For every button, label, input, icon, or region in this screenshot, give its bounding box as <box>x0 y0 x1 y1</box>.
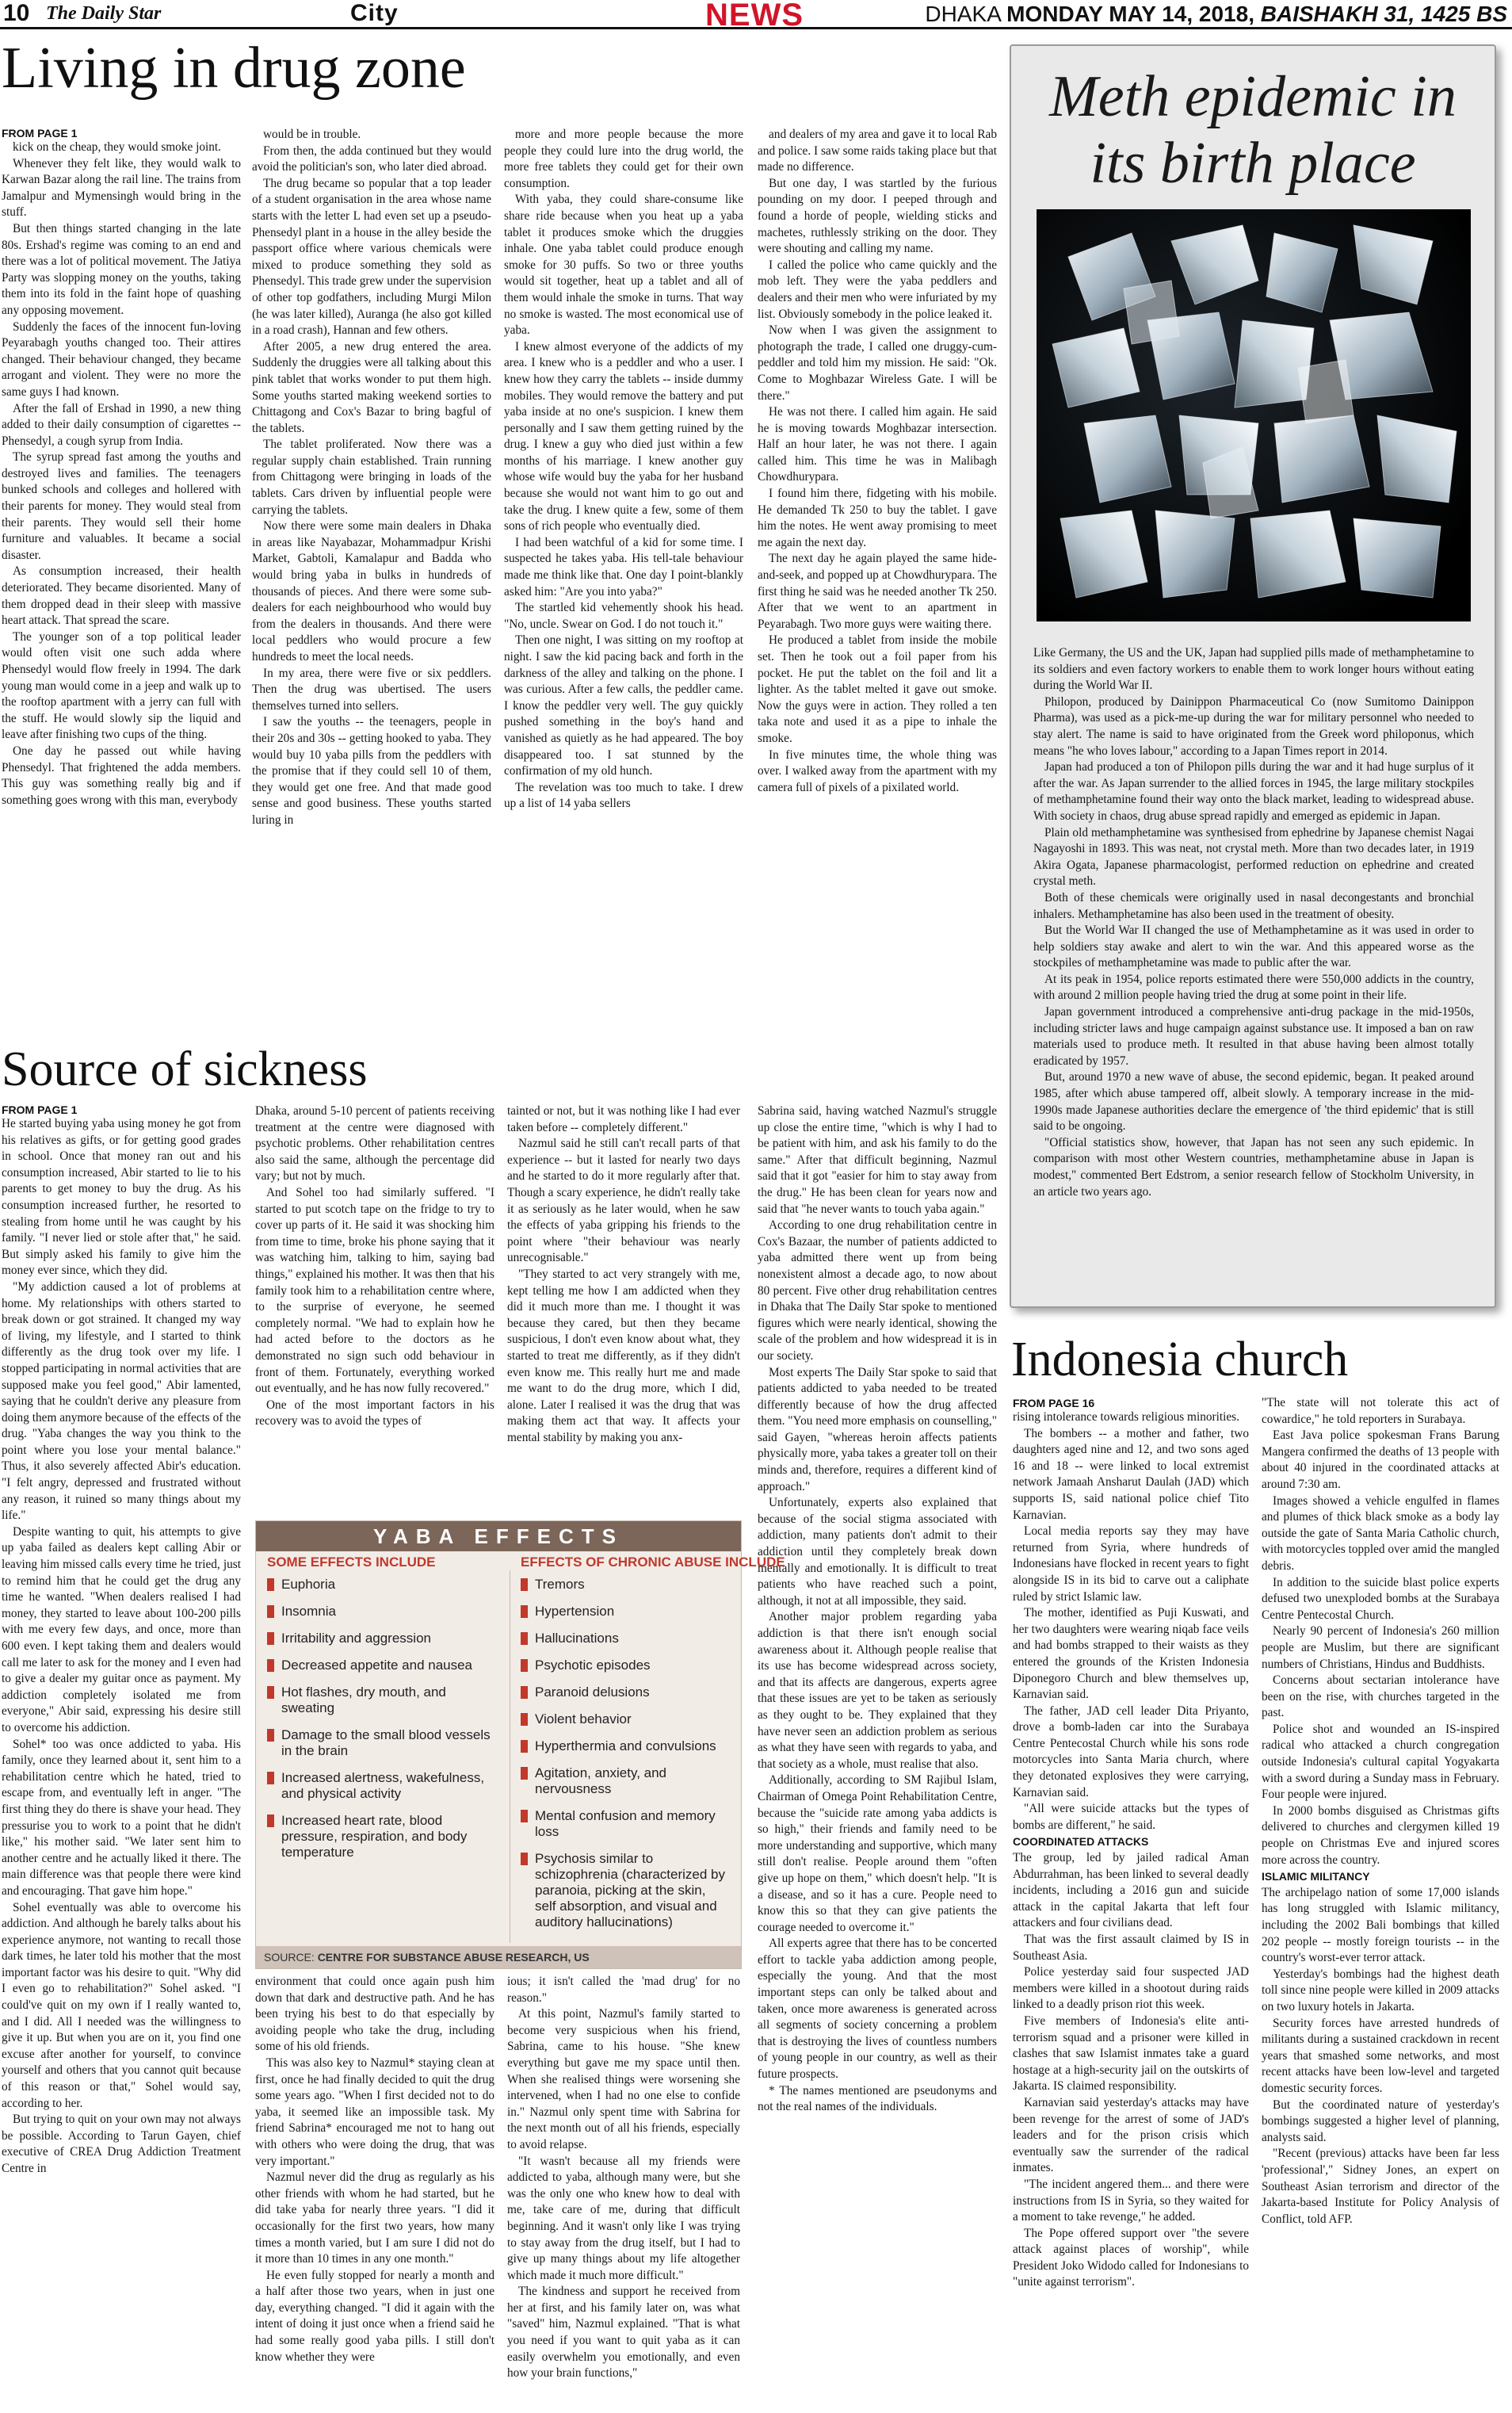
effect-item: Psychotic episodes <box>521 1658 730 1673</box>
paragraph: Sabrina said, having watched Nazmul's struggle up close the entire time, "which is why I had to be patient with him, and ask his family to do the same." After that difficult beginning, Nazmul said that it got "easier for him to stay away from the drug." He has been clean for years now and said that "he never wants to touch yaba again." <box>758 1104 997 1216</box>
paragraph: But the coordinated nature of yesterday's bombings suggested a higher level of planning, analysts said. <box>1262 2098 1499 2144</box>
paragraph: I called the police who came quickly and the mob left. They were the yaba peddlers and dealers and their men who were infuriated by my list. Obviously somebody in the police leaked it. <box>758 258 997 321</box>
effect-item: Increased heart rate, blood pressure, respiration, and body temperature <box>267 1813 502 1860</box>
paragraph: * The names mentioned are pseudonyms and not the real names of the individuals. <box>758 2083 997 2114</box>
effect-item: Paranoid delusions <box>521 1685 730 1700</box>
paragraph: This was also key to Nazmul* staying clean at first, once he had finally decided to quit the drug some years ago. "When I first decided not to do yaba, it seemed like an impossible task. My friend Sabrina* encouraged me not to hang out with others who were doing the drug, that was very important." <box>255 2055 494 2168</box>
meth-headline-line-2: its birth place <box>1090 131 1416 196</box>
paragraph: "It wasn't because all my friends were addicted to yaba, although many were, but she was the only one who knew how to deal with me, take care of me, during that difficult beginning. And it wasn't only like I was trying to stay away from the drug itself, but I had to give up many things about my life altogether which made it much more difficult." <box>507 2154 740 2282</box>
effect-item: Violent behavior <box>521 1711 730 1727</box>
paragraph: In five minutes time, the whole thing was over. I walked away from the apartment with my camera full of pixels of a pixilated world. <box>758 748 997 794</box>
paragraph: The father, JAD cell leader Dita Priyanto, drove a bomb-laden car into the Surabaya Centre Pentecostal Church while his sons rode motorcycles into Santa Maria church, where they detonated explosives they were carrying, Karnavian said. <box>1013 1704 1249 1799</box>
effect-item: Irritability and aggression <box>267 1631 502 1646</box>
paragraph: The drug became so popular that a top leader of a student organisation in the area whose name starts with the letter L had even set up a pseudo-Phensedyl plant in a house in the alley beside the passport office where various chemicals were mixed to produce something they sold as Phensedyl. This trade grew under the supervision of other top godfathers, including Murgi Milon (he was later killed), Auranga (he also got killed in a road crash), Hannan and few others. <box>252 176 491 338</box>
paragraph: And Sohel too had similarly suffered. "I started to put scotch tape on the fridge to try to cover up parts of it. He said it was shocking him from time to time, broke his phone saying that it was watching him, talking to him, saying bad things," explained his mother. It was then that his family took him to a rehabilitation centre where, to the surprise of everyone, he seemed completely normal. "We had to explain how he had acted before to the doctors as he demonstrated no sign such odd behaviour in front of them. Fortunately, everything worked out eventually, and he has now fully recovered." <box>255 1185 494 1396</box>
yaba-effects-title: YABA EFFECTS <box>256 1521 741 1551</box>
paragraph: Like Germany, the US and the UK, Japan had supplied pills made of methamphetamine to its soldiers and even factory workers to enable them to work longer hours without eating during the World War II. <box>1033 646 1474 693</box>
paragraph: Dhaka, around 5-10 percent of patients receiving treatment at the centre were diagnosed with psychotic problems. Other rehabilitation centres also said the same, although the percentage did vary; but not by much. <box>255 1104 494 1184</box>
paragraph: At its peak in 1954, police reports estimated there were 550,000 addicts in the country, with around 2 million people having tried the drug at some point in their life. <box>1033 972 1474 1003</box>
paragraph: Plain old methamphetamine was synthesised from ephedrine by Japanese chemist Nagai Nagayoshi in 1893. This was neat, not crystal meth. More than two decades later, in 1919 Akira Ogata, Japanese pharmacologist, performed reduction on ephedrine and created crystal meth. <box>1033 825 1474 889</box>
sickness-column-1 <box>2 1116 241 2413</box>
paragraph: I knew almost everyone of the addicts of my area. I knew who is a peddler and who a user. I knew how they carry the tablets -- inside dummy mobiles. They would remove the battery and put yaba inside at no one's suspicion. I knew them personally and I saw them getting ruined by the drug. I knew a guy who died just within a few months of his marriage. I knew another guy whose wife would buy the yaba for her husband because she would not want him to go out and take the drug. I knew quite a few, some of them sons of rich people who eventually died. <box>504 339 743 533</box>
paragraph: "The incident angered them... and there were instructions from IS in Syria, so they waited for a moment to take revenge," he added. <box>1013 2177 1249 2224</box>
paragraph: Security forces have arrested hundreds of militants during a sustained crackdown in recent years that smashed some networks, and most recent attacks have been low-level and targeted domestic security forces. <box>1262 2016 1499 2095</box>
paragraph: With yaba, they could share-consume like share ride because when you heat up a yaba tablet it produces smoke which the druggies inhale. One yaba tablet could produce enough smoke for 30 puffs. So two or three youths would sit together, heat up a tablet and all of them would inhale the smoke in turns. That way no smoke is wasted. The most economical use of yaba. <box>504 193 743 338</box>
paragraph: Five members of Indonesia's elite anti-terrorism squad and a prisoner were killed in clashes that saw Islamist inmates take a guard hostage at a high-security jail on the outskirts of Jakarta. IS claimed responsibility. <box>1013 2013 1249 2094</box>
paragraph: In 2000 bombs disguised as Christmas gifts delivered to churches and clergymen killed 19 people on Christmas Eve and injured scores more across the country. <box>1262 1803 1499 1867</box>
paragraph: In my area, there were five or six peddlers. Then the drug was ubertised. The users themselves turned into sellers. <box>252 666 491 713</box>
meth-headline-line-1: Meth epidemic in <box>1049 64 1457 129</box>
paragraph: The startled kid vehemently shook his head. "No, uncle. Swear on God. I do not touch it." <box>504 601 743 631</box>
paragraph: "My addiction caused a lot of problems at home. My relationships with others started to break down or got strained. It changed my way of living, my lifestyle, and I started to think differently as the drug took over my life. I stopped participating in normal activities that are supposed make you feel good," Abir lamented, saying that he couldn't derive any pleasure from doing them anymore because of the effects of the drug. "Yaba changes the way you think to the point where you lose your mental balance." Thus, it also severely affected Abir's education. "I felt angry, depressed and frustrated without any reason, it ruined so many things about my life." <box>2 1279 241 1523</box>
paragraph: Philopon, produced by Dainippon Pharmaceutical Co (now Sumitomo Dainippon Pharma), was used as a pick-me-up during the war for military personnel who needed to stay alert. The name is said to have originated from the Greek word philoponus, which means "he who loves labour," according to a Japan Times report in 2014. <box>1033 694 1474 758</box>
meth-crystals-illustration <box>1037 209 1471 621</box>
paragraph: Nazmul never did the drug as regularly as his other friends with whom he had started, but he did take yaba for nearly three years. "I did it occasionally for the first two years, how many times a month varied, but I am sure I did not do it more than 10 times in any one month." <box>255 2170 494 2266</box>
paragraph: Japan government introduced a comprehensive anti-drug package in the mid-1950s, including stricter laws and huge campaign against substance use. It imposed a ban on raw materials used to produce meth. It resulted in that abuse having been almost totally eradicated by 1957. <box>1033 1005 1474 1068</box>
paragraph: Sohel* too was once addicted to yaba. His family, once they learned about it, sent him to a rehabilitation centre which he hated, tried to escape from, and eventually left in anger. "The first thing they do there is shave your head. They pressurise you to work to a point that he didn't like," his mother said. "We later sent him to another centre and he actually liked it there. The main difference was that people there were kind and encouraging. That gave him hope." <box>2 1737 241 1898</box>
effect-item: Euphoria <box>267 1577 502 1593</box>
sickness-column-4 <box>758 1103 997 2413</box>
yaba-left-heading: SOME EFFECTS INCLUDE <box>267 1554 436 1570</box>
drug-zone-column-4 <box>758 127 997 1040</box>
meth-crystals-photo <box>1037 209 1471 621</box>
effect-item: Agitation, anxiety, and nervousness <box>521 1765 730 1797</box>
paragraph: He was not there. I called him again. He said he is moving towards Moghbazar intersection. Half an hour later, he was not there. I again called him. This time he was in Malibagh Chowdhurypara. <box>758 405 997 484</box>
sickness-column-3-bottom <box>507 1974 740 2413</box>
drug-zone-column-3 <box>504 127 743 1040</box>
paragraph: Both of these chemicals were originally used in nasal decongestants and bronchial inhalers. Methamphetamine has also been used in the treatment of obesity. <box>1033 890 1474 921</box>
paragraph: "All were suicide attacks but the types of bombs are different," he said. <box>1013 1802 1249 1832</box>
paragraph: Nazmul said he still can't recall parts of that experience -- but it lasted for nearly two days and he started to do it more regularly after that. Though a scary experience, he didn't really take it as seriously as he later would, when he saw the effects of yaba gripping his friends to the point where "their behaviour was nearly unrecognisable." <box>507 1137 740 1265</box>
effect-item: Decreased appetite and nausea <box>267 1658 502 1673</box>
news-label: NEWS <box>705 0 804 33</box>
drug-zone-from-page: FROM PAGE 1 <box>2 127 78 140</box>
yaba-effects-box <box>255 1520 785 1969</box>
effect-item: Psychosis similar to schizophrenia (characterized by paranoia, picking at the skin, self absorption, and visual and auditory hallucinations) <box>521 1851 730 1930</box>
yaba-source <box>256 1946 741 1968</box>
paragraph: He even fully stopped for nearly a month and a half after those two years, when in just one day, everything changed. "I did it again with the intent of doing it just once when a friend said he had some really good yaba pills. I still don't know whether they were <box>255 2268 494 2364</box>
paragraph: But then things started changing in the late 80s. Ershad's regime was coming to an end and there was a lot of political movement. The Jatiya Party was slopping money on the youths, taking them into its fold in the faint hope of quashing any opposing movement. <box>2 221 241 317</box>
paragraph: Unfortunately, experts also explained that because of the social stigma associated with addiction, many patients don't admit to their addiction until they completely break down mentally and emotionally. It is difficult to treat patients who have reached such a point, although, it not at all impossible, they said. <box>758 1496 997 1608</box>
indonesia-headline: Indonesia church <box>1011 1333 1349 1386</box>
paragraph: The next day he again played the same hide-and-seek, and popped up at Chowdhurypara. The first thing he said was he needed another Tk 250. After that we went to an apartment in Peyarabagh. Two more guys were waiting there. <box>758 552 997 631</box>
paragraph: I found him there, fidgeting with his mobile. He demanded Tk 250 to buy the tablet. I gave him the notes. He went away promising to meet me again the next day. <box>758 487 997 549</box>
effect-item: Hypertension <box>521 1604 730 1620</box>
paragraph: more and more people because the more people they could lure into the drug world, the more free tablets they could get for their own consumption. <box>504 128 743 190</box>
paragraph: Another major problem regarding yaba addiction is that there isn't enough social awareness about it. Although people realise that its use has become widespread across society, and that its affects are dangerous, experts agree that these issues are yet to be taken as seriously as they ought to be. They explained that they have never seen an addiction problem as serious as what they have seen with regards to yaba, and that society as a whole, must realise that also. <box>758 1610 997 1771</box>
paragraph: Whenever they felt like, they would walk to Karwan Bazar along the rail line. The trains from Jamalpur and Mymensingh would bring in the stuff. <box>2 156 241 220</box>
paragraph: From then, the adda continued but they would avoid the politician's son, who later died abroad. <box>252 143 491 174</box>
sickness-from-page: FROM PAGE 1 <box>2 1103 78 1116</box>
paragraph: The kindness and support he received from her at first, and his family later on, was what "saved" him, Nazmul explained. "That is what you need if you want to quit yaba as it can easily overwhelm you emotionally, and even how your brain functions," <box>507 2285 740 2380</box>
paragraph: The Pope offered support over "the severe attack against places of worship", while President Joko Widodo called for Indonesians to "unite against terrorism". <box>1013 2226 1249 2289</box>
paragraph: Yesterday's bombings had the highest death toll since nine people were killed in 2009 attacks on two luxury hotels in Jakarta. <box>1262 1967 1499 2013</box>
effect-item: Hyperthermia and convulsions <box>521 1738 730 1754</box>
paragraph: The bombers -- a mother and father, two daughters aged nine and 12, and two sons aged 16 and 18 -- were linked to local extremist network Jamaah Ansharut Daulah (JAD) which supports IS, said national police chief Tito Karnavian. <box>1013 1426 1249 1522</box>
yaba-left-list <box>267 1577 502 1872</box>
paragraph: Police yesterday said four suspected JAD members were killed in a shootout during raids linked to a deadly prison riot this week. <box>1013 1965 1249 2012</box>
paragraph: Local media reports say they may have returned from Syria, where hundreds of Indonesians have flocked in recent years to fight alongside IS in its bid to carve out a caliphate ruled by strict Islamic law. <box>1013 1524 1249 1604</box>
paragraph: Nearly 90 percent of Indonesia's 260 million people are Muslim, but there are significant numbers of Christians, Hindus and Buddhists. <box>1262 1624 1499 1671</box>
meth-article-text <box>1033 645 1474 1295</box>
paragraph: Concerns about sectarian intolerance have been on the rise, with churches targeted in the past. <box>1262 1673 1499 1720</box>
paragraph: East Java police spokesman Frans Barung Mangera confirmed the deaths of 13 people with about 40 injured in the coordinated attacks at around 7:30 am. <box>1262 1428 1499 1491</box>
effect-item: Insomnia <box>267 1604 502 1620</box>
paragraph: would be in trouble. <box>263 128 361 141</box>
dateline <box>925 2 1507 27</box>
paragraph: The syrup spread fast among the youths and destroyed lives and families. The teenagers bunked schools and colleges and hollered with their parents for money. They would steal from their parents. They would sell their home furniture and valuables. It became a social disaster. <box>2 450 241 562</box>
paragraph: Japan had produced a ton of Philopon pills during the war and it had huge surplus of it after the war. As Japan surrender to the allied forces in 1945, the large military stockpiles of methamphetamine found their way onto the black market, leading to widespread abuse. With society in chaos, drug abuse spread rapidly and emerged as epidemic in Japan. <box>1033 760 1474 823</box>
indonesia-from-page: FROM PAGE 16 <box>1013 1397 1095 1409</box>
paragraph: The revelation was too much to take. I drew up a list of 14 yaba sellers <box>504 780 743 811</box>
paragraph: tainted or not, but it was nothing like I had ever taken before -- completely different." <box>507 1104 740 1134</box>
paragraph: After the fall of Ershad in 1990, a new thing added to their daily consumption of cigarettes -- Phensedyl, a cough syrup from India. <box>2 401 241 448</box>
paragraph: The mother, identified as Puji Kuswati, and her two daughters were wearing niqab face veils and had bombs strapped to their waists as they entered the grounds of the Kristen Indonesia Diponegoro Church and blew themselves up, Karnavian said. <box>1013 1606 1249 1702</box>
page-number: 10 <box>3 0 30 26</box>
paragraph: Sohel eventually was able to overcome his addiction. And although he barely talks about his experience anymore, not wanting to recall those dark times, he later told his mother that the most important factor was his desire to quit. "Why did I even go to rehabilitation?" Sohel asked. "I could've quit on my own if I really wanted to, and I did. All I needed was the willingness to give it up. But when you are on it, you find one excuse after another for yourself, to convince yourself and others that you cannot quit because of this reason or that," Sohel would say, according to her. <box>2 1900 241 2110</box>
paragraph: Despite wanting to quit, his attempts to give up yaba failed as dealers kept calling Abir or leaving him missed calls every time he tried, just to remind him that he could get the drug any time he wanted. "When dealers realised I had money, they started to leave about 100-200 pills with me every few days, and once, more than 600 even. I kept taking them and dealers would call me later to ask for the money and I even had to give a dealer my guitar once as payment. My addiction completely isolated me from everyone," Abir said, expressing his desire still to overcome his addiction. <box>2 1524 241 1734</box>
paragraph: The tablet proliferated. Now there was a regular supply chain established. Train running from Chittagong were bringing in loads of the tablets. Cars driven by influential people were carrying the tablets. <box>252 438 491 517</box>
paragraph: Images showed a vehicle engulfed in flames and plumes of thick black smoke as a body lay outside the gate of Santa Maria Catholic church, with motorcycles toppled over amid the mangled debris. <box>1262 1493 1499 1573</box>
effect-item: Tremors <box>521 1577 730 1593</box>
masthead <box>0 0 1512 33</box>
effect-item: Increased alertness, wakefulness, and physical activity <box>267 1770 502 1802</box>
section-label: City <box>350 0 399 26</box>
dateline-date: MONDAY MAY 14, 2018, <box>1006 2 1254 26</box>
paragraph: But one day, I was startled by the furious pounding on my door. I peeped through and found a horde of people, wielding sticks and machetes, ruthlessly striking on the door. They were shouting and calling my name. <box>758 176 997 256</box>
indonesia-column-2 <box>1262 1395 1499 2413</box>
meth-headline <box>1011 63 1495 197</box>
paragraph: In addition to the suicide blast police experts defused two unexploded bombs at the Surabaya Centre Pentecostal Church. <box>1262 1575 1499 1622</box>
paragraph: He produced a tablet from inside the mobile set. Then he took out a foil paper from his pocket. He put the tablet on the foil and lit a lighter. As the tablet melted it gave out smoke. Now the guys were in action. They rolled a ten taka note and used it as a pipe to inhale the smoke. <box>758 633 997 745</box>
paragraph: The younger son of a top political leader would often visit one such adda where Phensedyl would flow freely in 1994. The dark young man would come in a jeep and walk up to the rooftop apartment with a jerry can full with the stuff. He would slowly sip the liquid and leave after finishing two cups of the thing. <box>2 629 241 742</box>
drug-zone-column-1 <box>2 140 241 1040</box>
paragraph: "Recent (previous) attacks have been far less 'professional'," Sidney Jones, an expert on Southeast Asian terrorism and director of the Jakarta-based Institute for Policy Analysis of Conflict, told AFP. <box>1262 2147 1499 2226</box>
paragraph: One of the most important factors in his recovery was to avoid the types of <box>255 1398 494 1428</box>
paragraph: and dealers of my area and gave it to local Rab and police. I saw some raids taking place but that made no difference. <box>758 128 997 174</box>
effect-item: Hot flashes, dry mouth, and sweating <box>267 1685 502 1716</box>
paragraph: Additionally, according to SM Rajibul Islam, Chairman of Omega Point Rehabilitation Centre, because the "suicide rate among yaba addicts is so high," their friends and family need to be more understanding and supportive, which many still don't realise. People around them "often give up hope on them," which doesn't help. "It is a disease, and so it has a cure. People need to know this so that they can give patients the courage needed to overcome it." <box>758 1773 997 1934</box>
paragraph: "The state will not tolerate this act of cowardice," he told reporters in Surabaya. <box>1262 1396 1499 1426</box>
paragraph: But the World War II changed the use of Methamphetamine as it was used in order to help soldiers stay awake and alert to win the war. And this appeared worse as the stockpiles of methamphetamine was made to public after the war. <box>1033 924 1474 970</box>
subheading: COORDINATED ATTACKS <box>1013 1835 1149 1849</box>
paragraph: "They started to act very strangely with me, kept telling me how I am addicted when they did it much more than me. I thought it was because they cared, but then they became suspicious, I don't even know about what, they started to treat me differently, as if they didn't even know me. This really hurt me and made me want to do the drug more, which I did, alone. Later I realised it was the drug that was making them act that way. It affects your mental stability by making you anx- <box>507 1267 740 1444</box>
paragraph: That was the first assault claimed by IS in Southeast Asia. <box>1013 1933 1249 1963</box>
sickness-headline: Source of sickness <box>2 1042 368 1096</box>
effect-item: Hallucinations <box>521 1631 730 1646</box>
yaba-source-text: CENTRE FOR SUBSTANCE ABUSE RESEARCH, US <box>317 1951 590 1964</box>
yaba-source-label: SOURCE: <box>264 1951 315 1964</box>
indonesia-column-1 <box>1013 1409 1249 2413</box>
paper-name: The Daily Star <box>46 3 162 24</box>
sickness-column-3-top <box>507 1103 740 1508</box>
subheading: ISLAMIC MILITANCY <box>1262 1870 1370 1883</box>
dateline-city: DHAKA <box>925 2 1001 26</box>
paragraph: Karnavian said yesterday's attacks may have been revenge for the arrest of some of JAD's leaders and for the prison crisis which eventually saw the surrender of the radical inmates. <box>1013 2095 1249 2175</box>
paragraph: ious; it isn't called the 'mad drug' for no reason." <box>507 1975 740 2005</box>
paragraph: He started buying yaba using money he got from his relatives as gifts, or for getting good grades in school. Once that money ran out and his consumption increased, Abir started to lie to his parents to get money to buy the drug. As his consumption increased further, he resorted to stealing from home until he was caught by his family. "I never lied or stole after that," he said. But simply asked his family to give him the money ever since, which they did. <box>2 1117 241 1278</box>
paragraph: The group, led by jailed radical Aman Abdurrahman, has been linked to several deadly incidents, including a 2016 gun and suicide attack in the capital Jakarta that left four attackers and four civilians dead. <box>1013 1851 1249 1930</box>
paragraph: But trying to quit on your own may not always be possible. According to Tarun Gayen, chief executive of CREA Drug Addiction Treatment Centre in <box>2 2113 241 2175</box>
dateline-bangla: BAISHAKH 31, 1425 BS <box>1260 2 1507 26</box>
sickness-column-2-bottom <box>255 1974 494 2413</box>
paragraph: One day he passed out while having Phensedyl. That frightened the adda members. This guy was something really big and if something goes wrong with this man, everybody <box>2 744 241 807</box>
paragraph: All experts agree that there has to be concerted effort to tackle yaba addiction among people, especially the young. And that the most important steps can only be talked about and taken, once more awareness is generated across all segments of society concerning a problem that is destroying the lives of countless numbers of young people in our country, as well as their future prospects. <box>758 1937 997 2082</box>
paragraph: At this point, Nazmul's family started to become very suspicious when his friend, Sabrina, came to his house. "She knew everything but gave me my space until then. When she realised things were worsening she intervened, when I had no one else to confide in." Nazmul only spent time with Sabrina for the next month out of all his friends, especially to avoid relapse. <box>507 2007 740 2151</box>
paragraph: Police shot and wounded an IS-inspired radical who attacked a church congregation outside Indonesia's cultural capital Yogyakarta with a sword during a Sunday mass in February. Four people were injured. <box>1262 1722 1499 1802</box>
paragraph: After 2005, a new drug entered the area. Suddenly the druggies were all talking about this pink tablet that works wonder to put them high. Some youths started making weekend sorties to Chittagong and Cox's Bazar to bring bagful of the tablets. <box>252 339 491 435</box>
paragraph: I had been watchful of a kid for some time. I suspected he takes yaba. His tell-tale behaviour made me think like that. One day I point-blankly asked him: "Are you into yaba?" <box>504 535 743 598</box>
meth-sidebar <box>1010 44 1496 1308</box>
paragraph: environment that could once again push him down that dark and destructive path. And he has been trying his best to do that especially by avoiding people who take the drug, including some of his old friends. <box>255 1975 494 2054</box>
yaba-right-heading: EFFECTS OF CHRONIC ABUSE INCLUDE <box>521 1554 785 1570</box>
paragraph: kick on the cheap, they would smoke joint. <box>13 140 221 154</box>
drug-zone-column-2 <box>252 127 491 1040</box>
paragraph: According to one drug rehabilitation centre in Cox's Bazaar, the number of patients addicted to yaba admitted there went up from being nonexistent almost a decade ago, to now about 80 percent. Five other drug rehabilitation centres in Dhaka that The Daily Star spoke to mentioned figures which were nearly identical, showing the scale of the problem and how widespread it is in our society. <box>758 1218 997 1363</box>
paragraph: Suddenly the faces of the innocent fun-loving Peyarabagh youths changed too. Their attires changed. Their behaviour changed, they became arrogant and violent. They were no more the same guys I had known. <box>2 319 241 399</box>
effect-item: Damage to the small blood vessels in the brain <box>267 1727 502 1759</box>
paragraph: rising intolerance towards religious minorities. <box>1013 1410 1239 1424</box>
paragraph: Most experts The Daily Star spoke to said that patients addicted to yaba needed to be treated differently because of how the drug affected them. "You need more emphasis on counselling," said Gayen, "whereas heroin affects patients physically more, yaba takes a greater toll on their minds and, therefore, requires a different kind of approach." <box>758 1365 997 1493</box>
paragraph: As consumption increased, their health deteriorated. They became disoriented. Many of them dropped dead in their sleep with massive heart attack. That spread the scare. <box>2 564 241 628</box>
sickness-column-2-top <box>255 1103 494 1508</box>
paragraph: The archipelago nation of some 17,000 islands has long struggled with Islamic militancy, including the 2002 Bali bombings that killed 202 people -- mostly foreign tourists -- in the country's worst-ever terror attack. <box>1262 1885 1499 1965</box>
drug-zone-headline: Living in drug zone <box>2 36 466 101</box>
paragraph: Then one night, I was sitting on my rooftop at night. I saw the kid pacing back and forth in the darkness of the alley and talking on the phone. I was curious. After a few calls, the peddler came. I know the peddler very well. The guy quickly pushed something in the boy's hand and vanished as quietly as he had appeared. The boy disappeared too. I sat stunned by the confirmation of my old hunch. <box>504 633 743 778</box>
paragraph: Now when I was given the assignment to photograph the trade, I called one druggy-cum-peddler and told him my mission. He said: "Ok. Come to Moghbazar Wireless Gate. I will be there." <box>758 323 997 403</box>
paragraph: Now there were some main dealers in Dhaka in areas like Nayabazar, Mohammadpur Krishi Market, Gabtoli, Kamalapur and Badda who would bring yaba in bulks in hundreds of thousands of pieces. And there were some sub-dealers for each neighbourhood who would buy from the dealers in thousands. And there were local peddlers who would procure a few hundreds to meet the local needs. <box>252 519 491 663</box>
paragraph: "Official statistics show, however, that Japan has not seen any such epidemic. In comparison with most other Western countries, methamphetamine abuse in Japan is modest," commented Bert Edstrom, a senior research fellow of Stockholm University, in an article two years ago. <box>1033 1135 1474 1199</box>
effect-item: Mental confusion and memory loss <box>521 1808 730 1840</box>
paragraph: But, around 1970 a new wave of abuse, the second epidemic, began. It peaked around 1985, after which abuse tampered off, albeit slowly. A temporary increase in the mid-1990s made Japanese authorities declare the emergence of 'the third epidemic' that is still said to be ongoing. <box>1033 1070 1474 1134</box>
yaba-right-list <box>521 1577 730 1941</box>
paragraph: I saw the youths -- the teenagers, people in their 20s and 30s -- getting hooked to yaba. They would buy 10 yaba pills from the peddlers with the promise that if they could sell 10 of them, they would get one free. And that made good sense and good business. These youths started luring in <box>252 715 491 827</box>
